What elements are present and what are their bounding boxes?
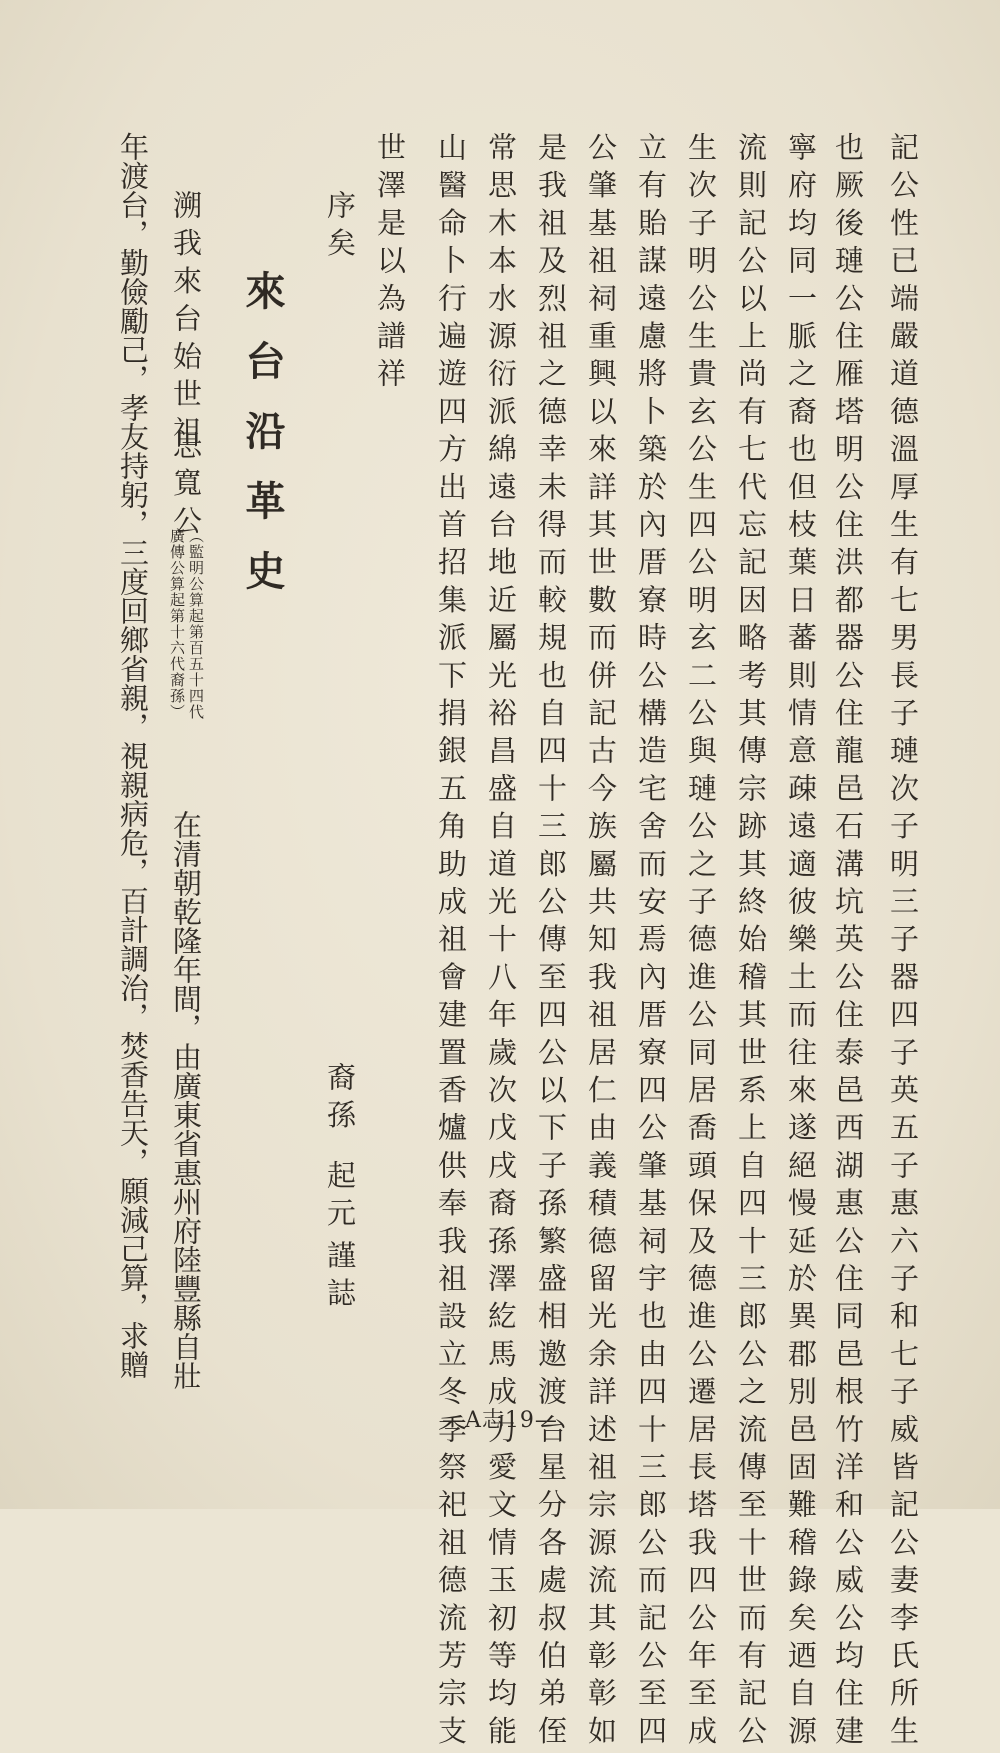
text-column-10: 山醫命卜行遍遊四方出首招集派下捐銀五角助成祖會建置香爐供奉我祖設立冬季祭祀祖德流芳宗支 bbox=[434, 132, 468, 1753]
text-column-7: 公肇基祖祠重興以來詳其世數而併記古今族屬共知我祖居仁由義積德留光余詳述祖宗源流其彰彰如 bbox=[584, 132, 618, 1753]
section-title: 來台沿革史 bbox=[239, 270, 286, 620]
page-number: —A志19— bbox=[442, 1408, 558, 1433]
genealogy-note-line-1: （監明公算起第百五十四代 bbox=[187, 528, 205, 720]
text-column-12: 序矣 bbox=[323, 190, 357, 266]
section-column-1-start: 溯我來台始世祖 bbox=[169, 190, 203, 454]
section-column-1-name: 思寬公 bbox=[169, 430, 203, 544]
text-column-6: 立有貽謀遠慮將卜築於內厝寮時公構造宅舍而安焉內厝寮四公肇基祠宇也由四十三郎公而記公至四 bbox=[634, 132, 668, 1753]
text-column-8: 是我祖及烈祖之德幸未得而較規也自四十三郎公傳至四公以下子孫繁盛相邀渡台星分各處叔伯弟侄 bbox=[534, 132, 568, 1753]
section-column-1-end: 在清朝乾隆年間，由廣東省惠州府陸豐縣自壯 bbox=[169, 810, 203, 1390]
genealogy-note bbox=[168, 528, 204, 818]
text-column-11: 世澤是以為譜祥 bbox=[373, 132, 407, 396]
section-column-2: 年渡台，勤儉勵己，孝友持躬，三度回鄉省親，視親病危，百計調治，焚香告天，願減己算，求贈 bbox=[116, 132, 150, 1379]
genealogy-note-line-2: 廣傳公算起第十六代裔孫） bbox=[168, 528, 186, 720]
text-column-3: 寧府均同一脈之裔也但枝葉日蕃則情意疎遠適彼樂土而往來遂絕慢延於異郡別邑固難稽錄矣迺自源 bbox=[784, 132, 818, 1753]
signature-name: 起元 bbox=[323, 1160, 357, 1236]
text-column-1: 記公性已端嚴道德溫厚生有七男長子璉次子明三子器四子英五子惠六子和七子威皆記公妻李氏所生 bbox=[886, 132, 920, 1753]
text-column-9: 常思木本水源衍派綿遠台地近屬光裕昌盛自道光十八年歲次戊戌裔孫澤紇馬成力愛文情玉初等均能 bbox=[484, 132, 518, 1753]
text-column-5: 生次子明公生貴玄公生四公明玄二公與璉公之子德進公同居喬頭保及德進公遷居長塔我四公年至成 bbox=[684, 132, 718, 1753]
text-column-4: 流則記公以上尚有七代忘記因略考其傳宗跡其終始稽其世系上自四十三郎公之流傳至十世而有記公 bbox=[734, 132, 768, 1753]
signature-respectfully: 謹誌 bbox=[323, 1240, 357, 1316]
text-column-2: 也厥後璉公住雁塔明公住洪都器公住龍邑石溝坑英公住泰邑西湖惠公住同邑根竹洋和公威公均住建 bbox=[831, 132, 865, 1753]
signature-descendant: 裔孫 bbox=[323, 1062, 357, 1138]
